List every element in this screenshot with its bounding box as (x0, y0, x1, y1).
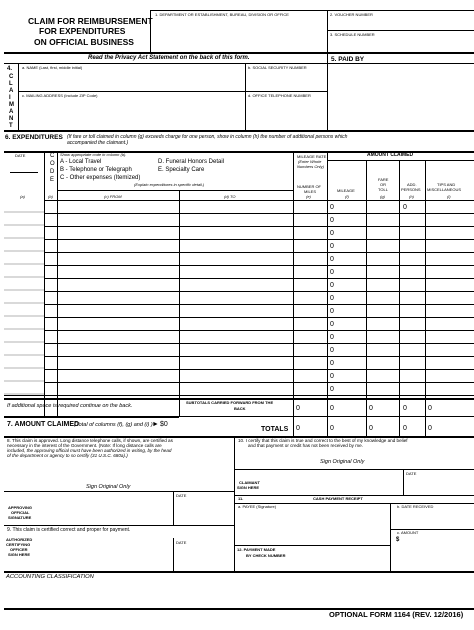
certify-date-field[interactable] (405, 478, 472, 493)
code-letter-d: D (50, 169, 55, 175)
officer-line4: SIGN HERE (8, 552, 31, 557)
claimant-section-number: 4. (7, 66, 13, 72)
claimant-letter-c: C (9, 74, 14, 80)
form-title-line2: FOR EXPENDITURES (39, 26, 126, 36)
col-letter-b: (b) (48, 194, 53, 199)
claimant-letter-t: T (9, 123, 13, 129)
approval-text-line2: necessary in the interest of the Government. (Note: If long distance calls are (7, 443, 162, 448)
mileage-row-6: 0 (330, 269, 334, 276)
expenditures-title: 6. EXPENDITURES (5, 134, 63, 141)
amount-claimed-value[interactable]: $0 (160, 421, 168, 428)
col-tips-line2: MISCELLANEOUS (427, 187, 462, 192)
code-hint: Show appropriate code in column (b). (60, 152, 127, 157)
schedule-number-field[interactable] (329, 39, 472, 50)
mileage-row-9: 0 (330, 308, 334, 315)
mileage-row-13: 0 (330, 360, 334, 367)
claimant-letter-n: N (9, 116, 14, 122)
accounting-field[interactable] (4, 581, 474, 607)
mileage-rate-line1: MILEAGE RATE (297, 154, 327, 159)
mailing-address-field[interactable] (20, 100, 243, 128)
payee-label: a. PAYEE (Signature) (238, 504, 277, 509)
office-phone-label: d. OFFICE TELEPHONE NUMBER (248, 93, 311, 98)
mileage-row-2: 0 (330, 217, 334, 224)
code-b: B - Telephone or Telegraph (60, 167, 132, 173)
mileage-row-4: 0 (330, 243, 334, 250)
approval-text-line4: of the department or agency to so certify (31 U.S.C. 680a).) (7, 453, 128, 458)
voucher-number-label: 2. VOUCHER NUMBER (330, 12, 373, 17)
claimant-letter-m: M (9, 102, 14, 108)
mileage-row-10: 0 (330, 321, 334, 328)
mileage-row-11: 0 (330, 334, 334, 341)
mailing-address-label: c. MAILING ADDRESS (Include ZIP Code) (22, 93, 98, 98)
mileage-row-15: 0 (330, 386, 334, 393)
subtotal-add-persons: 0 (403, 405, 407, 412)
col-letter-e: (e) (306, 194, 311, 199)
certify-date-label: DATE (406, 471, 417, 476)
claimant-sign-line1: CLAIMANT (239, 480, 260, 485)
approval-text-line3: included, the approving official must have been authorized in writing, by the head (7, 448, 172, 453)
col-fare-line2: OR (380, 182, 386, 187)
date-received-label: b. DATE RECEIVED (397, 504, 434, 509)
add-persons-row-1: 0 (403, 204, 407, 211)
check-label-line1: 12. PAYMENT MADE (237, 547, 276, 552)
receipt-number: 11. (238, 496, 244, 501)
certification-text: 9. This claim is certified correct and proper for payment. (7, 527, 131, 533)
arrow-icon: ► (152, 421, 159, 428)
officer-signature-field[interactable] (38, 538, 171, 570)
amount-claimed-hint: (Total of columns (f), (g) and (i) ) (74, 422, 153, 428)
total-add-persons: 0 (403, 425, 407, 432)
code-d: D. Funeral Honors Detail (158, 159, 225, 165)
col-to-label: (d) TO (224, 194, 236, 199)
approval-date-field[interactable] (175, 500, 232, 523)
certification-date-field[interactable] (175, 547, 232, 570)
col-letter-f: (f) (345, 194, 349, 199)
certify-text-line1: 10. I certify that this claim is true and correct to the best of my knowledge and belief (238, 438, 408, 443)
mileage-rate-line3: Numbers Only) (297, 164, 324, 169)
subtotal-fare: 0 (369, 405, 373, 412)
amount-field[interactable] (402, 536, 472, 547)
certification-date-label: DATE (176, 540, 187, 545)
col-add-line1: ADD. (407, 182, 417, 187)
mileage-row-8: 0 (330, 295, 334, 302)
totals-label: TOTALS (261, 426, 289, 433)
claimant-letter-a: A (9, 88, 14, 94)
col-tips-line1: TIPS AND (437, 182, 456, 187)
office-phone-field[interactable] (247, 100, 325, 128)
officer-line1: AUTHORIZED (6, 537, 33, 542)
col-fare-line1: FARE (378, 177, 389, 182)
total-tips: 0 (428, 425, 432, 432)
code-letter-c: C (50, 153, 55, 159)
total-fare: 0 (369, 425, 373, 432)
claimant-letter-l: L (9, 81, 13, 87)
subtotals-line1: SUBTOTALS CARRIED FORWARD FROM THE (186, 400, 274, 405)
form-footer: OPTIONAL FORM 1164 (REV. 12/2016) (329, 610, 464, 619)
date-column[interactable] (4, 200, 44, 395)
mileage-row-3: 0 (330, 230, 334, 237)
date-received-field[interactable] (392, 511, 472, 527)
privacy-note: Read the Privacy Act Statement on the back of this form. (88, 55, 250, 61)
col-mileage-label: MILEAGE (337, 188, 355, 193)
approval-sign-original: Sign Original Only (86, 484, 131, 490)
amount-label: c. AMOUNT (397, 530, 419, 535)
paid-by-field[interactable] (329, 64, 472, 128)
col-letter-a: (a) (20, 194, 25, 199)
claimant-letter-a2: A (9, 109, 14, 115)
total-miles: 0 (296, 425, 300, 432)
col-miles-line2: MILES (304, 189, 317, 194)
subtotal-tips: 0 (428, 405, 432, 412)
officer-line3: OFFICER (10, 547, 28, 552)
approving-signature-field[interactable] (38, 494, 171, 523)
claimant-sign-line2: SIGN HERE (237, 485, 260, 490)
col-add-line2: PERSONS (401, 187, 421, 192)
col-letter-g: (g) (380, 194, 385, 199)
form-title-line1: CLAIM FOR REIMBURSEMENT (28, 16, 153, 26)
check-number-field[interactable] (296, 548, 388, 569)
mileage-rate-line2: (Enter Whole (298, 159, 322, 164)
mileage-row-1: 0 (330, 204, 334, 211)
code-a: A - Local Travel (60, 159, 102, 165)
code-e: E. Specialty Care (158, 167, 205, 173)
col-fare-line3: TOLL (378, 187, 388, 192)
claimant-letter-i: I (9, 95, 11, 101)
total-mileage: 0 (330, 425, 334, 432)
form-title-line3: ON OFFICIAL BUSINESS (34, 37, 134, 47)
mileage-row-5: 0 (330, 256, 334, 263)
code-c: C - Other expenses (Itemized) (60, 175, 141, 181)
officer-line2: CERTIFYING (6, 542, 31, 547)
code-letter-e: E (50, 177, 55, 183)
approval-date-label: DATE (176, 493, 187, 498)
subtotal-miles: 0 (296, 405, 300, 412)
certify-text-line2: and that payment or credit has not been received by me. (248, 443, 363, 448)
expenditures-instruction-line1: (If fare or toll claimed in column (g) exceeds charge for one person, show in column (h) the number of additional persons which (67, 134, 348, 140)
receipt-title: CASH PAYMENT RECEIPT (313, 496, 363, 501)
mileage-row-7: 0 (330, 282, 334, 289)
approving-line3: SIGNATURE (8, 515, 32, 520)
expenditures-instruction-line2: accompanied the claimant.) (67, 140, 129, 146)
mileage-row-14: 0 (330, 373, 334, 380)
paid-by-label: 5. PAID BY (331, 56, 365, 63)
voucher-number-field[interactable] (329, 19, 472, 29)
amount-dollar: $ (396, 537, 400, 543)
col-letter-i: (i) (447, 194, 451, 199)
col-miles-line1: NUMBER OF (297, 184, 321, 189)
code-letter-o: O (50, 161, 55, 167)
department-field[interactable] (152, 20, 325, 50)
department-label: 1. DEPARTMENT OR ESTABLISHMENT, BUREAU, DIVISION OR OFFICE (155, 12, 289, 17)
accounting-label: ACCOUNTING CLASSIFICATION (6, 574, 94, 580)
payee-signature-field[interactable] (236, 511, 388, 527)
claimant-signature-field[interactable] (268, 471, 401, 493)
certify-sign-original: Sign Original Only (320, 459, 365, 465)
amount-claimed-header: AMOUNT CLAIMED (367, 152, 414, 158)
amount-claimed-label: 7. AMOUNT CLAIMED (7, 421, 80, 428)
mileage-row-12: 0 (330, 347, 334, 354)
col-date-label: DATE (15, 153, 26, 158)
mileage-rate-field[interactable] (296, 170, 325, 180)
subtotals-line2: BACK (234, 406, 246, 411)
claimant-name-field[interactable] (20, 72, 243, 89)
continue-note: If additional space is required continue on the back. (7, 403, 133, 409)
ssn-field[interactable] (247, 72, 325, 89)
check-label-line2: BY CHECK NUMBER (246, 553, 286, 558)
approval-text-line1: 8. This claim is approved. Long distance telephone calls, if shown, are certified as (7, 438, 173, 443)
col-letter-h: (h) (409, 194, 414, 199)
approving-line2: OFFICIAL (11, 510, 30, 515)
col-from-label: (c) FROM (104, 194, 122, 199)
approving-line1: APPROVING (8, 505, 33, 510)
explain-hint: (Explain expenditures in specific detail.) (134, 182, 205, 187)
subtotal-mileage: 0 (330, 405, 334, 412)
ssn-label: b. SOCIAL SECURITY NUMBER (248, 65, 307, 70)
schedule-number-label: 3. SCHEDULE NUMBER (330, 32, 375, 37)
claimant-name-label: a. NAME (Last, first, middle initial) (22, 65, 83, 70)
